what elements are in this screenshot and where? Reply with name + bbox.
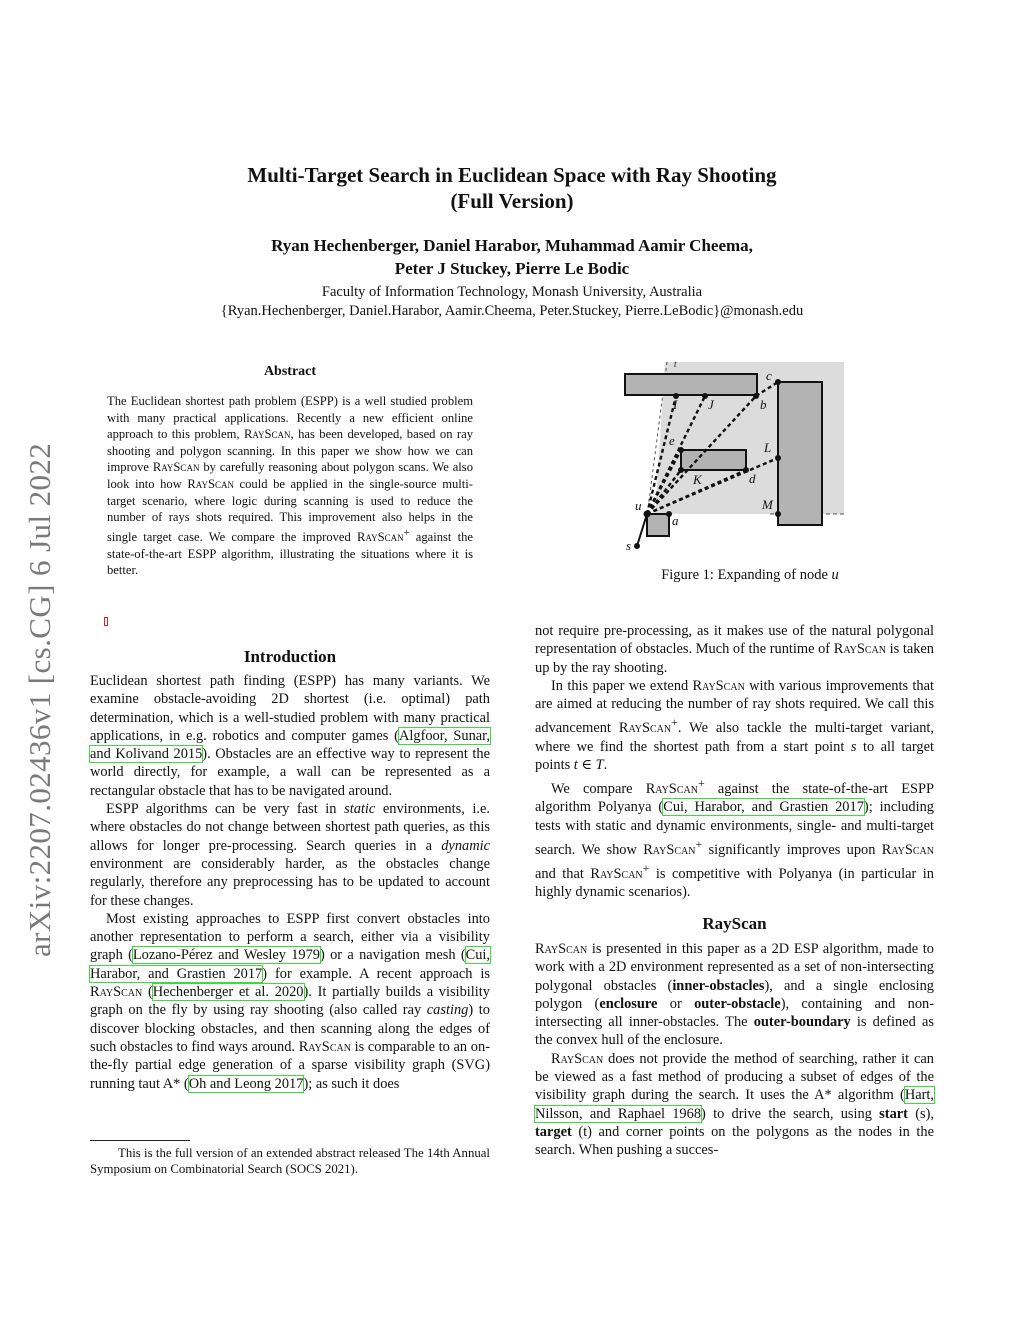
term: target <box>535 1123 572 1140</box>
emphasis: static <box>344 801 376 818</box>
rayscan-name: RayScan <box>618 720 672 737</box>
label-c: c <box>766 368 772 383</box>
path-edge <box>637 514 647 546</box>
rayscan-name: RayScan <box>357 529 404 544</box>
figure-caption <box>560 567 940 584</box>
node-M <box>775 511 781 517</box>
rayscan-name: RayScan <box>590 865 643 882</box>
title-line-1: Multi-Target Search in Euclidean Space with Ray Shooting <box>247 163 777 187</box>
footnote-rule <box>90 1140 190 1141</box>
text: ) or a navigation mesh ( <box>320 947 466 964</box>
obstacle-start <box>647 514 669 536</box>
text: is comparable to an on-the-fly partial edge generation of a sparse visibility graph (SVG) running taut A* ( <box>90 1038 490 1092</box>
text: against the state-of-the-art ESPP algorithm Polyanya ( <box>535 780 934 816</box>
text: ), and a single enclosing polygon ( <box>535 977 934 1012</box>
text: We compare <box>551 780 646 797</box>
text: In this paper we extend <box>551 677 693 694</box>
abstract-text: The Euclidean shortest path problem (ESPP) is a well studied problem with many practical applications. Recently a new efficient online approach to this problem, <box>107 394 473 442</box>
label-e: e <box>669 433 675 448</box>
text: is defined as the convex hull of the enclosure. <box>535 1014 934 1049</box>
text: not require pre-processing, as it makes use of the natural polygonal representation of obstacles. Much of the runtime of <box>535 623 934 658</box>
node-L <box>775 455 781 461</box>
intro-paragraph-1 <box>90 672 490 800</box>
node-s <box>634 543 640 549</box>
figure-1 <box>610 356 850 556</box>
abstract-text: , has been developed, based on ray shooting and polygon scanning. In this paper we show how we can improve <box>107 427 473 475</box>
label-L: L <box>764 440 772 455</box>
text: does not provide the method of searching, rather it can be viewed as a fast method of producing a subset of edges of the visibility graph during the search. It uses the A* algorithm ( <box>535 1050 934 1104</box>
node-u <box>644 511 651 518</box>
label-a: a <box>672 513 679 528</box>
intro-heading: Introduction <box>243 647 337 666</box>
affiliation <box>0 283 1024 321</box>
term: enclosure <box>599 995 658 1012</box>
text: Most existing approaches to ESPP first convert obstacles into another representation to perform a search, either via a visibility graph ( <box>90 910 490 964</box>
term: outer-boundary <box>753 1014 851 1031</box>
rayscan-name: RayScan <box>535 941 588 957</box>
text: is competitive with Polyanya (in particular in highly dynamic scenarios). <box>535 865 934 901</box>
author-list <box>0 234 1024 280</box>
label-t: t <box>674 359 677 369</box>
node-b <box>753 393 759 399</box>
math-variable: s <box>850 738 857 755</box>
right-column-body <box>535 622 934 901</box>
plus-superscript: + <box>403 527 410 539</box>
rayscan-section-body <box>535 940 934 1160</box>
intro-paragraph-2 <box>90 800 490 910</box>
label-b: b <box>760 397 767 412</box>
label-u: u <box>635 498 642 513</box>
text: is presented in this paper as a 2D ESP algorithm, made to work with a 2D environment represented as a set of non-intersecting polygonal obstacles ( <box>535 941 934 994</box>
label-d: d <box>749 471 756 486</box>
text: ) to discover blocking obstacles, and then scanning along the edges of such obstacles to find ways around. <box>90 1002 490 1055</box>
math-variable: t ∈ T <box>573 756 604 773</box>
label-J: J <box>708 397 714 412</box>
plus-superscript: + <box>697 776 705 791</box>
text: environment are considerably harder, as the obstacles change regularly, therefore any preprocessing has to be updated to account for these changes. <box>90 855 490 909</box>
text: environments, i.e. where obstacles do not change between shortest path queries, as this allows for longer pre-processing. Search queries in a <box>90 801 490 854</box>
paper-title <box>0 162 1024 214</box>
abstract-text: could be applied in the single-source multi-target scenario, where logic during scanning is used to reduce the number of rays shots required. This improvement also helps in the single target case. We compare the improved <box>107 476 473 544</box>
citation-link[interactable]: Hart, Nilsson, and Raphael 1968 <box>535 1087 934 1122</box>
emphasis: casting <box>426 1002 469 1019</box>
rayscan-name: RayScan <box>692 677 745 694</box>
plus-superscript: + <box>695 836 703 851</box>
text: with various improvements that are aimed at reducing the number of ray shots required. We call this advancement <box>535 677 934 737</box>
rayscan-paragraph-2 <box>535 1050 934 1160</box>
rayscan-heading: RayScan <box>702 914 767 933</box>
text: ); including tests with static and dynamic environments, single- and multi-target search. We show <box>535 799 935 858</box>
rayscan-name: RayScan <box>881 841 934 858</box>
text: significantly improves upon <box>702 841 882 858</box>
text: or <box>657 995 695 1012</box>
abstract-body <box>107 393 473 579</box>
label-I: I <box>673 397 678 412</box>
citation-link[interactable]: Oh and Leong 2017 <box>188 1075 304 1092</box>
text: ). Obstacles are an effective way to represent the world directly, for example, a wall can be represented as a rectangular obstacle that has to be navigated around. <box>90 746 491 799</box>
plus-superscript: + <box>671 715 678 730</box>
rayscan-name: RayScan <box>90 984 143 1001</box>
text: and that <box>535 865 591 882</box>
arxiv-id: arXiv:2207.02436v1 [cs.CG] 6 Jul 2022 <box>22 442 57 957</box>
text: . <box>603 756 608 773</box>
rayscan-name: RayScan <box>643 841 696 858</box>
term: inner-obstacles <box>672 977 765 994</box>
rayscan-name: RayScan <box>833 641 886 658</box>
text: (t) and corner points on the polygons as the nodes in the search. When pushing a succes- <box>535 1123 934 1159</box>
text: is taken up by the ray shooting. <box>535 641 934 676</box>
rayscan-name: RayScan <box>187 476 234 491</box>
text: Euclidean shortest path finding (ESPP) has many variants. We examine obstacle-avoiding 2D shortest (i.e. optimal) path determination, which is a well-studied problem with many practical applications, in e.g. robotics and computer games ( <box>90 673 490 744</box>
text: ) to drive the search, using <box>701 1105 880 1122</box>
intro-paragraph-3 <box>90 910 490 1093</box>
rayscan-name: RayScan <box>298 1038 351 1055</box>
node-c <box>775 379 781 385</box>
intro-body <box>90 672 490 1093</box>
text: . We also tackle the multi-target variant, where we find the shortest path from a start point <box>535 720 934 755</box>
right-paragraph-1 <box>535 622 934 677</box>
authors-line-1: Ryan Hechenberger, Daniel Harabor, Muhammad Aamir Cheema, <box>271 236 753 255</box>
term: outer-obstacle <box>694 995 781 1012</box>
title-line-2: (Full Version) <box>450 189 574 213</box>
rayscan-name: RayScan <box>152 460 200 475</box>
caption-variable: u <box>831 567 839 583</box>
rayscan-name: RayScan <box>243 427 291 442</box>
label-M: M <box>762 497 773 512</box>
term: start <box>879 1105 908 1122</box>
right-paragraph-3 <box>535 774 934 901</box>
right-paragraph-2 <box>535 677 934 774</box>
abstract-text: by carefully reasoning about polygon scans. We also look into how <box>107 460 474 491</box>
text: ( <box>142 984 153 1001</box>
emphasis: dynamic <box>441 837 490 854</box>
rayscan-name: RayScan <box>645 780 698 797</box>
rayscan-paragraph-1 <box>535 940 934 1050</box>
citation-link[interactable]: Algfoor, Sunar, and Kolivand 2015 <box>90 727 490 763</box>
footnote <box>90 1145 490 1177</box>
citation-link[interactable]: Lozano-Pérez and Wesley 1979 <box>132 947 320 964</box>
node-e <box>678 447 684 453</box>
authors-line-2: Peter J Stuckey, Pierre Le Bodic <box>394 259 630 278</box>
obstacle-right <box>778 382 822 525</box>
affiliation-emails: {Ryan.Hechenberger, Daniel.Harabor, Aamir.Cheema, Peter.Stuckey, Pierre.LeBodic}@monash.edu <box>220 303 804 319</box>
text: ESPP algorithms can be very fast in <box>106 801 345 818</box>
annotation-marker[interactable] <box>104 617 108 626</box>
affiliation-line-1: Faculty of Information Technology, Monash University, Australia <box>321 284 703 300</box>
rayscan-name: RayScan <box>551 1050 604 1067</box>
text: ), containing and non-intersecting all inner-obstacles. The <box>535 995 935 1031</box>
text: ); as such it does <box>303 1075 400 1092</box>
caption-text: Figure 1: Expanding of node <box>661 567 832 583</box>
text: (s), <box>907 1105 934 1122</box>
arxiv-stamp <box>20 372 60 962</box>
abstract-heading: Abstract <box>263 364 317 379</box>
citation-link[interactable]: Cui, Harabor, and Grastien 2017 <box>663 799 864 816</box>
abstract-text: against the state-of-the-art ESPP algorithm, illustrating the situations where it is better. <box>107 529 473 578</box>
text: ) for example. A recent approach is <box>262 965 490 982</box>
plus-superscript: + <box>642 860 650 875</box>
label-s: s <box>626 538 632 553</box>
text: to all target points <box>535 738 934 773</box>
text: ). It partially builds a visibility graph on the fly by using ray shooting (also called ray <box>90 984 490 1019</box>
obstacle-top <box>625 374 757 395</box>
citation-link[interactable]: Cui, Harabor, and Grastien 2017 <box>90 947 491 982</box>
label-K: K <box>693 472 702 487</box>
node-K <box>678 467 684 473</box>
citation-link[interactable]: Hechenberger et al. 2020 <box>152 984 304 1001</box>
footnote-text: This is the full version of an extended abstract released The 14th Annual Symposium on Combinatorial Search (SOCS 2021). <box>90 1146 490 1176</box>
